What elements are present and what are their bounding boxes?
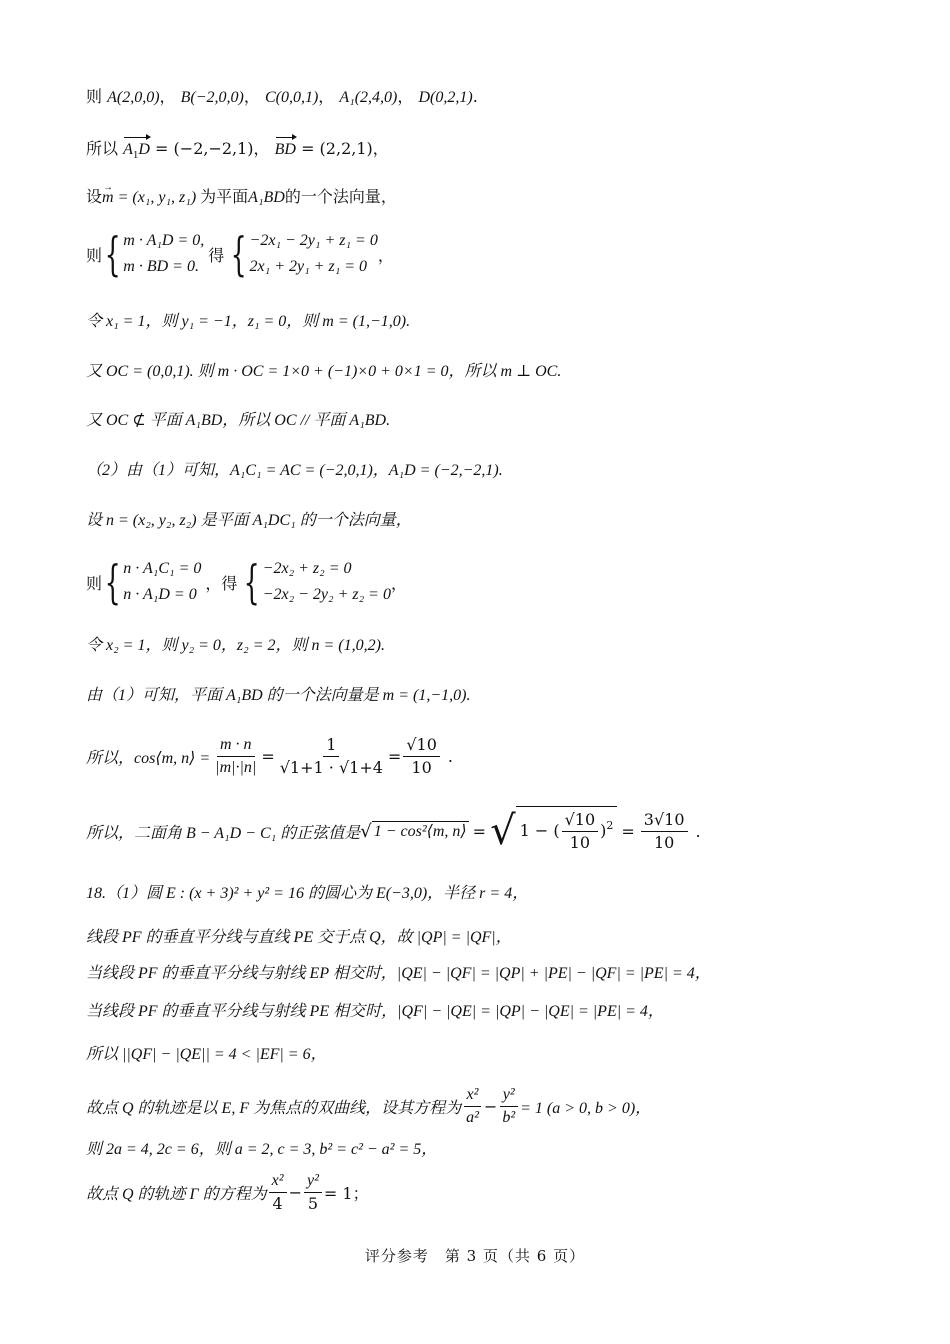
- text: 由（1）可知，平面 A₁BD 的一个法向量是 m = (1,−1,0).: [86, 687, 471, 704]
- text: 18.（1）圆 E : (x + 3)² + y² = 16 的圆心为 E(−3,0)，半径 r = 4，: [86, 885, 529, 902]
- denominator: 4: [272, 1194, 283, 1213]
- point-c: C(0,0,1): [264, 89, 319, 106]
- hyperbola-def-line: [86, 1084, 651, 1129]
- text: = 1 (a > 0, b > 0)，: [520, 1100, 652, 1117]
- numerator: y²: [304, 1170, 322, 1193]
- eq-row: m · A₁D = 0,: [123, 232, 205, 249]
- numerator: √10: [403, 734, 440, 757]
- fraction: [403, 734, 440, 779]
- point-a1: A₁(2,4,0): [339, 89, 398, 106]
- text: 故点 Q 的轨迹是以 E, F 为焦点的双曲线，设其方程为: [86, 1100, 462, 1117]
- fraction: [463, 1084, 482, 1129]
- radicand: 1 − ( $\frac{√10}{10}$ )$^2$: [516, 806, 618, 856]
- vector-a1d-value: = (−2,−2,1): [155, 139, 254, 158]
- parallel-line: [86, 409, 890, 432]
- eq-row: n · A₁D = 0: [123, 586, 197, 603]
- equals: =: [621, 821, 635, 841]
- numerator: y²: [500, 1084, 518, 1107]
- case1-line: [86, 962, 890, 985]
- cosine-line: [86, 734, 453, 779]
- numerator: 1: [323, 734, 339, 757]
- coords-prefix: 则: [86, 87, 103, 106]
- text: 设 n = (x₂, y₂, z₂) 是平面 A₁DC₁ 的一个法向量，: [86, 512, 412, 529]
- denominator: 10: [569, 833, 591, 852]
- vector-m-coords: = (x₁, y₁, z₁): [113, 189, 201, 206]
- fraction: [277, 734, 386, 779]
- vector-bd: BD: [275, 136, 296, 161]
- text: （2）由（1）可知，A₁C₁ = AC = (−2,0,1)，A₁D = (−2,−2,1).: [86, 462, 503, 479]
- fraction: [304, 1170, 322, 1215]
- plane-name: A₁BD: [248, 189, 285, 206]
- text: 的一个法向量，: [284, 187, 397, 206]
- params-line: [86, 1138, 890, 1161]
- coords-line: 则 A(2,0,0)， B(−2,0,0)， C(0,0,1)， A₁(2,4,0)， D(0,2,1).: [86, 87, 478, 106]
- text: ，: [377, 245, 394, 265]
- system-left: [123, 556, 201, 608]
- fraction: [641, 809, 688, 854]
- text: 又 OC = (0,0,1). 则 m · OC = 1×0 + (−1)×0 + 0×1 = 0，所以 m ⊥ OC.: [86, 363, 562, 380]
- text: = 1；: [323, 1184, 369, 1203]
- numerator: x²: [464, 1084, 482, 1107]
- text: 则 2a = 4, 2c = 6，则 a = 2, c = 3, b² = c² − a² = 5，: [86, 1141, 438, 1158]
- solve-m-line: [86, 310, 890, 333]
- equation-system-2: [86, 556, 407, 608]
- part2-vectors-line: [86, 459, 890, 482]
- vector-a1d: $A_1D$: [123, 136, 150, 166]
- numerator: 3√10: [641, 809, 688, 832]
- text: ，: [390, 573, 407, 593]
- equals: =: [261, 747, 275, 766]
- fraction: [562, 809, 599, 854]
- eq-row: −2x₂ − 2y₂ + z₂ = 0: [262, 586, 391, 603]
- vector-m: → m: [102, 187, 114, 209]
- left-brace-icon: {: [104, 555, 121, 609]
- eq-row: n · A₁C₁ = 0: [123, 560, 202, 577]
- text: 所以，cos⟨m, n⟩ =: [86, 750, 211, 767]
- minus: −: [483, 1097, 498, 1116]
- text: 当线段 PF 的垂直平分线与射线 EP 相交时，|QE| − |QF| = |QP| + |PE| − |QF| = |PE| = 4，: [86, 965, 711, 982]
- text: 令 x₂ = 1，则 y₂ = 0，z₂ = 2，则 n = (1,0,2).: [86, 637, 385, 654]
- denominator: 10: [653, 832, 675, 852]
- vectors-line: 所以 $A_1D = (-2,-2,1)$， BD = (2,2,1)，: [86, 136, 890, 166]
- text: 1 −: [519, 821, 549, 840]
- trajectory-equation-line: [86, 1170, 369, 1215]
- text: .: [695, 821, 701, 841]
- numerator: √10: [562, 809, 599, 832]
- dot-product-line: [86, 360, 890, 383]
- point-a: A(2,0,0): [107, 89, 160, 106]
- sqrt-icon: √: [490, 808, 516, 854]
- solve-n-line: [86, 634, 890, 657]
- q18-circle-line: [86, 882, 890, 905]
- text: 则: [86, 245, 103, 265]
- text: 所以，二面角 B − A₁D − C₁ 的正弦值是: [86, 824, 361, 842]
- point-b: B(−2,0,0): [180, 89, 244, 106]
- equation-system-1: [86, 228, 394, 280]
- equals: =: [472, 821, 487, 841]
- equals: =: [387, 747, 402, 766]
- denominator: 5: [307, 1194, 319, 1213]
- sine-line: [86, 806, 701, 856]
- system-right: [263, 556, 391, 608]
- text: 为平面: [200, 187, 249, 206]
- minus: −: [288, 1183, 302, 1202]
- bisector-line: [86, 926, 890, 949]
- page-footer: 评分参考 第 3 页（共 6 页）: [364, 1247, 586, 1265]
- left-brace-icon: {: [243, 555, 261, 609]
- text: 则: [86, 573, 103, 593]
- text: 故点 Q 的轨迹 Γ 的方程为: [86, 1186, 267, 1203]
- denominator: |m|·|n|: [215, 759, 257, 776]
- denominator: √1+1 · √1+4: [279, 758, 383, 777]
- text: 令 x₁ = 1，则 y₁ = −1，z₁ = 0，则 m = (1,−1,0).: [86, 313, 411, 330]
- point-d: D(0,2,1): [418, 89, 473, 106]
- fraction: [212, 734, 259, 779]
- conclusion-line: [86, 1043, 890, 1066]
- denominator: 10: [411, 758, 432, 777]
- text: 又 OC ⊄ 平面 A₁BD，所以 OC // 平面 A₁BD.: [86, 412, 391, 429]
- eq-row: m · BD = 0.: [123, 258, 199, 275]
- fraction: [269, 1170, 287, 1215]
- eq-row: −2x₂ + z₂ = 0: [262, 560, 352, 577]
- text: 得: [208, 245, 225, 265]
- numerator: m · n: [217, 734, 255, 757]
- text: 所以 ||QF| − |QE|| = 4 < |EF| = 6，: [86, 1046, 327, 1063]
- eq-row: 2x₁ + 2y₁ + z₁ = 0: [249, 258, 368, 275]
- system-right: [250, 228, 378, 280]
- text: ，得: [205, 573, 238, 593]
- radicand: 1 − cos²⟨m, n⟩: [373, 822, 467, 840]
- text: 当线段 PF 的垂直平分线与射线 PE 相交时，|QF| − |QE| = |QP| − |QE| = |PE| = 4，: [86, 1003, 664, 1020]
- denominator: a²: [466, 1109, 479, 1126]
- sqrt-icon: √: [360, 820, 372, 842]
- left-brace-icon: {: [230, 227, 247, 281]
- system-left: [123, 228, 204, 280]
- text: .: [447, 747, 453, 766]
- eq-row: −2x₁ − 2y₁ + z₁ = 0: [249, 232, 378, 249]
- vectors-prefix: 所以: [86, 139, 119, 158]
- denominator: b²: [502, 1109, 516, 1126]
- text: 设: [86, 187, 103, 206]
- normal-m-def: [86, 186, 890, 209]
- recall-m-line: [86, 684, 890, 707]
- vector-bd-value: = (2,2,1): [301, 139, 373, 158]
- numerator: x²: [269, 1170, 287, 1193]
- normal-n-def: [86, 509, 890, 532]
- fraction: [499, 1084, 518, 1129]
- left-brace-icon: {: [104, 227, 121, 281]
- case2-line: [86, 1000, 890, 1023]
- text: 线段 PF 的垂直平分线与直线 PE 交于点 Q，故 |QP| = |QF|，: [86, 929, 512, 946]
